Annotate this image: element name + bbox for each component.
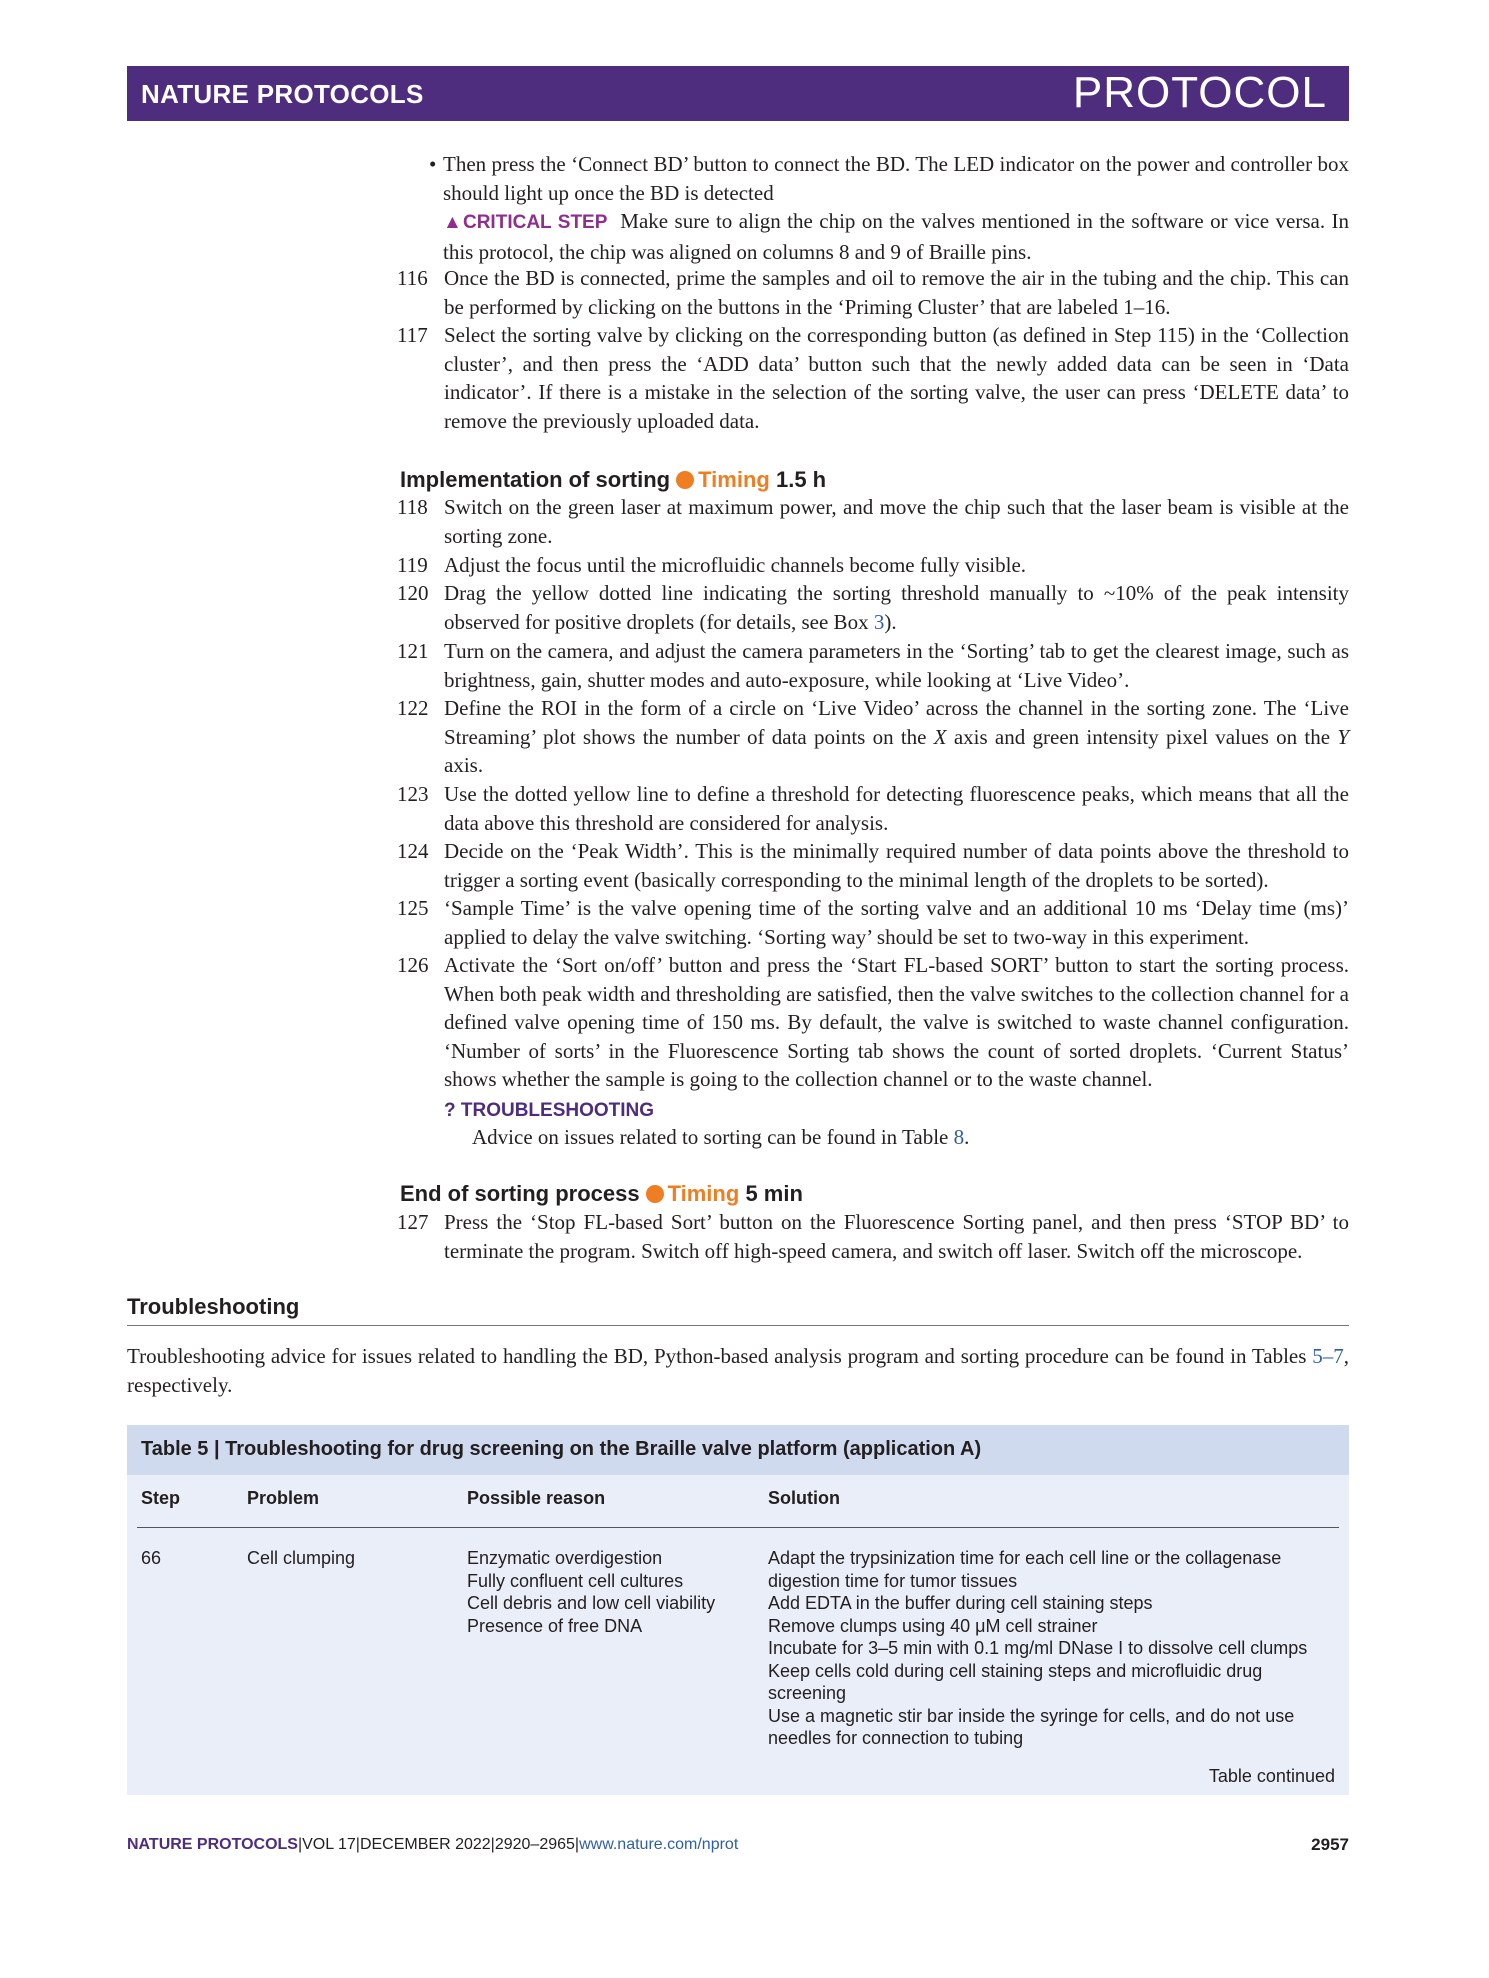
footer-sep: | <box>490 1836 495 1853</box>
critical-step-text: Make sure to align the chip on the valves mentioned in the software or vice versa. In this protocol, the chip was aligned on columns 8 and 9 of Braille pins. <box>443 209 1350 264</box>
step-number: 119 <box>397 553 428 577</box>
range-dash: – <box>1322 1344 1334 1368</box>
step-124 <box>397 837 1349 894</box>
step-127 <box>397 1208 1349 1265</box>
timing-icon <box>676 471 694 489</box>
reason-line: Presence of free DNA <box>467 1615 643 1636</box>
step-number: 124 <box>397 839 429 863</box>
table-header-rule <box>137 1527 1339 1528</box>
footer-citation <box>127 1836 738 1854</box>
section-title: End of sorting process <box>400 1181 640 1206</box>
step-number: 123 <box>397 782 429 806</box>
step-118 <box>397 493 1349 550</box>
bullet-text: Then press the ‘Connect BD’ button to connect the BD. The LED indicator on the power and controller box should light up once the BD is detected <box>443 152 1349 205</box>
solution-line: needles for connection to tubing <box>768 1728 1024 1748</box>
solution-line: Incubate for 3–5 min with 0.1 mg/ml DNase I to dissolve cell clumps <box>768 1638 1308 1658</box>
table-8-link[interactable]: 8 <box>953 1125 965 1149</box>
reason-line: Enzymatic overdigestion <box>467 1548 663 1568</box>
critical-step-label: ▲CRITICAL STEP <box>443 212 608 234</box>
reason-line: Fully confluent cell cultures <box>467 1570 684 1591</box>
footer-journal: NATURE PROTOCOLS <box>127 1836 298 1853</box>
timing-icon <box>646 1185 664 1203</box>
step-text-part: axis and green intensity pixel values on the <box>946 724 1338 749</box>
step-text-part: Define the ROI in the form of a circle on ‘Live Video’ across the channel in the sorting zone. The ‘Live Streaming’ plot shows the number of data points on the <box>444 696 1349 749</box>
step-text: Switch on the green laser at maximum power, and move the chip such that the laser beam is visible at the sorting zone. <box>444 495 1349 548</box>
step-text: ‘Sample Time’ is the valve opening time of the sorting valve and an additional 10 ms ‘Delay time (ms)’ applied to delay the valve switching. ‘Sorting way’ should be set to two-way in this experiment. <box>444 896 1349 949</box>
cell-problem: Cell clumping <box>247 1548 356 1568</box>
step-text: Activate the ‘Sort on/off’ button and press the ‘Start FL-based SORT’ button to start the sorting process. When both peak width and thresholding are satisfied, then the valve switches to the collection channel for a defined valve opening time of 150 ms. By default, the valve is switched to waste channel configuration. ‘Number of sorts’ in the Fluorescence Sorting tab shows the count of sorted droplets. ‘Current Status’ shows whether the sample is going to the collection channel or to the waste channel. <box>444 953 1349 1092</box>
step-122 <box>397 694 1349 780</box>
note-text: Advice on issues related to sorting can be found in Table <box>472 1125 954 1149</box>
table-title-bar <box>127 1425 1349 1475</box>
troubleshooting-label: ? TROUBLESHOOTING <box>444 1100 655 1121</box>
timing-label: Timing <box>698 467 770 492</box>
step-text: Select the sorting valve by clicking on the corresponding button (as defined in Step 115) in the ‘Collection cluster’, and then press the ‘ADD data’ button such that the newly added data can be seen in ‘Data indicator’. If there is a mistake in the selection of the sorting valve, the user can press ‘DELETE data’ to remove the previously uploaded data. <box>444 323 1349 433</box>
section-divider <box>127 1325 1349 1326</box>
footer-sep: | <box>297 1836 303 1853</box>
solution-line: screening <box>768 1683 847 1703</box>
section-title: Implementation of sorting <box>400 467 671 492</box>
step-117 <box>397 321 1349 435</box>
step-text <box>444 694 1349 780</box>
table-continued: Table continued <box>1208 1766 1335 1786</box>
step-number: 121 <box>397 639 429 663</box>
step-text <box>444 579 1349 636</box>
step-text-part: ). <box>884 609 897 634</box>
reason-line: Cell debris and low cell viability <box>467 1593 716 1613</box>
col-header-problem: Problem <box>247 1488 320 1508</box>
step-number: 122 <box>397 696 429 720</box>
x-axis-var: X <box>933 724 947 749</box>
journal-header-bar <box>127 66 1349 121</box>
cell-solutions <box>768 1547 1307 1750</box>
step-116 <box>397 264 1349 321</box>
section-heading-end-of-sorting <box>400 1181 803 1207</box>
step-number: 118 <box>397 495 428 519</box>
y-axis-var: Y <box>1337 724 1349 749</box>
page-number: 2957 <box>1311 1835 1349 1854</box>
step-text: Turn on the camera, and adjust the camera parameters in the ‘Sorting’ tab to get the clearest image, such as brightness, gain, shutter modes and auto-exposure, while looking at ‘Live Video’. <box>444 639 1349 692</box>
paragraph-text: , respectively. <box>127 1344 1349 1397</box>
solution-line: Add EDTA in the buffer during cell staining steps <box>768 1593 1153 1613</box>
footer-sep: | <box>355 1836 360 1853</box>
solution-line: Remove clumps using 40 μM cell strainer <box>768 1615 1098 1636</box>
step-number: 127 <box>397 1210 429 1234</box>
step-number: 120 <box>397 581 429 605</box>
col-header-solution: Solution <box>768 1488 840 1508</box>
step-text: Once the BD is connected, prime the samples and oil to remove the air in the tubing and the chip. This can be performed by clicking on the buttons in the ‘Priming Cluster’ that are labeled 1–16. <box>444 266 1349 319</box>
solution-line: Use a magnetic stir bar inside the syringe for cells, and do not use <box>768 1705 1295 1726</box>
step-121 <box>397 637 1349 694</box>
timing-value: 1.5 h <box>775 467 827 492</box>
article-type: PROTOCOL <box>1072 68 1327 117</box>
step-text: Press the ‘Stop FL-based Sort’ button on the Fluorescence Sorting panel, and then press ‘STOP BD’ to terminate the program. Switch off high-speed camera, and switch off laser. Switch off the microscope. <box>444 1210 1349 1263</box>
step-text-part: Drag the yellow dotted line indicating the sorting threshold manually to ~10% of the peak intensity observed for positive droplets (for details, see Box <box>444 581 1349 634</box>
troubleshooting-note <box>472 1123 1424 1152</box>
step-123 <box>397 780 1349 837</box>
step-120 <box>397 579 1349 636</box>
troubleshooting-label-line <box>444 1095 1396 1126</box>
step-125 <box>397 894 1349 951</box>
solution-line: digestion time for tumor tissues <box>768 1570 1018 1591</box>
footer-pages: 2920–2965 <box>494 1836 575 1853</box>
journal-name: NATURE PROTOCOLS <box>141 79 424 109</box>
step-number: 126 <box>397 953 429 977</box>
step-119 <box>397 551 1349 580</box>
footer-date: DECEMBER 2022 <box>359 1836 491 1853</box>
cell-step: 66 <box>141 1548 162 1568</box>
timing-label: Timing <box>667 1181 740 1206</box>
troubleshooting-heading: Troubleshooting <box>127 1294 300 1319</box>
table-7-link[interactable]: 7 <box>1333 1344 1344 1368</box>
col-header-step: Step <box>141 1488 181 1508</box>
step-text-part: axis. <box>444 753 484 778</box>
troubleshooting-paragraph <box>127 1342 1349 1399</box>
step-text: Use the dotted yellow line to define a threshold for detecting fluorescence peaks, which means that all the data above this threshold are considered for analysis. <box>444 782 1349 835</box>
solution-line: Adapt the trypsinization time for each cell line or the collagenase <box>768 1548 1282 1568</box>
step-126 <box>397 951 1349 1094</box>
step-text: Adjust the focus until the microfluidic channels become fully visible. <box>444 553 1027 577</box>
connect-bd-bullet <box>429 150 1350 266</box>
box-3-link[interactable]: 3 <box>873 609 885 634</box>
section-heading-implementation <box>400 467 826 493</box>
footer-url-link[interactable]: www.nature.com/nprot <box>579 1836 739 1853</box>
step-number: 117 <box>397 323 428 347</box>
timing-value: 5 min <box>745 1181 803 1206</box>
step-number: 116 <box>397 266 428 290</box>
paragraph-text: Troubleshooting advice for issues related to handling the BD, Python-based analysis program and sorting procedure can be found in Tables <box>127 1344 1313 1368</box>
step-number: 125 <box>397 896 429 920</box>
footer-sep: | <box>574 1836 580 1853</box>
table-title: Table 5 | Troubleshooting for drug screening on the Braille valve platform (application A) <box>141 1438 982 1460</box>
table-5 <box>127 1425 1349 1795</box>
col-header-reason: Possible reason <box>467 1488 606 1508</box>
solution-line: Keep cells cold during cell staining steps and microfluidic drug <box>768 1660 1263 1681</box>
bullet-dot: • <box>429 152 437 176</box>
table-5-link[interactable]: 5 <box>1312 1344 1323 1368</box>
cell-reasons <box>467 1547 715 1637</box>
footer-volume: VOL 17 <box>302 1836 356 1853</box>
note-text: . <box>964 1125 970 1149</box>
step-text: Decide on the ‘Peak Width’. This is the minimally required number of data points above the threshold to trigger a sorting event (basically corresponding to the minimal length of the droplets to be sorted). <box>444 839 1349 892</box>
